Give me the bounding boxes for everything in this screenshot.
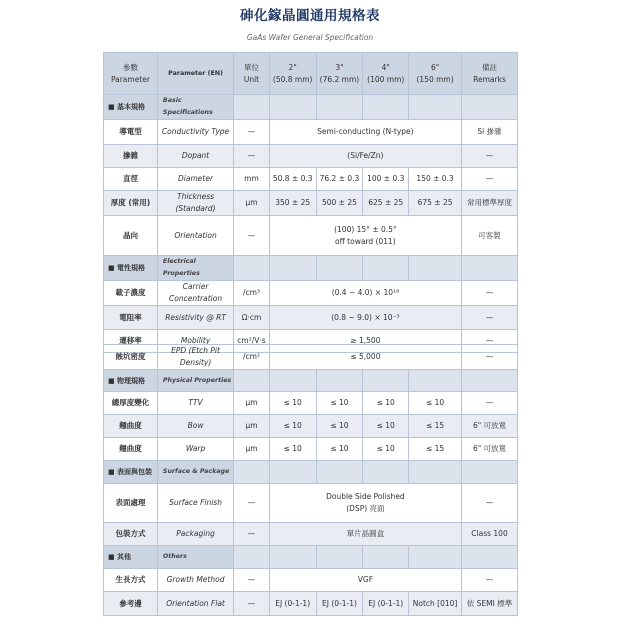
param-unit: μm [234, 438, 270, 461]
header-col-6in-mm: (150 mm) [416, 74, 454, 84]
param-value-line-1: (100) 15° ± 0.5° [334, 224, 397, 234]
value-2in: 50.8 ± 0.3 [269, 168, 316, 191]
param-value: (0.8 ~ 9.0) × 10⁻³ [269, 306, 461, 330]
value-2in: EJ (0-1-1) [269, 592, 316, 616]
param-en: Bow [157, 415, 233, 438]
header-unit-zh: 單位 [243, 62, 259, 72]
param-zh: 翹曲度 [104, 438, 158, 461]
section-spacer [462, 95, 518, 120]
param-value: (0.4 ~ 4.0) × 10¹⁸ [269, 281, 461, 306]
param-value: ≤ 5,000 [269, 345, 461, 370]
param-en: Orientation Flat [157, 592, 233, 616]
section-spacer [234, 95, 270, 120]
header-remarks-en: Remarks [473, 74, 506, 84]
section-spacer [409, 95, 462, 120]
param-unit: — [234, 484, 270, 523]
value-4in: ≤ 10 [363, 392, 409, 415]
param-value [269, 484, 461, 523]
spec-table-part-2 [103, 344, 518, 616]
param-unit: — [234, 120, 270, 145]
value-2in: ≤ 10 [269, 392, 316, 415]
table-row [104, 191, 518, 216]
section-row-surface [104, 461, 518, 484]
param-zh: 參考邊 [104, 592, 158, 616]
header-param-zh: 參數 [122, 62, 138, 72]
param-unit: — [234, 523, 270, 546]
value-3in: 76.2 ± 0.3 [316, 168, 363, 191]
param-en: Carrier Concentration [157, 281, 233, 306]
value-6in: ≤ 10 [409, 392, 462, 415]
section-spacer [316, 95, 363, 120]
page-title: 砷化鎵晶圓通用規格表 [240, 8, 380, 24]
header-col-4in-size: 4" [381, 62, 390, 72]
section-label-zh: ■ 其他 [104, 546, 158, 569]
header-col-2in [269, 53, 316, 95]
section-spacer [316, 546, 363, 569]
param-zh: 直徑 [104, 168, 158, 191]
header-col-6in [409, 53, 462, 95]
table-row [104, 120, 518, 145]
param-remark: 常用標準厚度 [462, 191, 518, 216]
param-en: Mobility [157, 330, 233, 353]
value-4in: ≤ 10 [363, 415, 409, 438]
param-en: Packaging [157, 523, 233, 546]
header-unit-en: Unit [243, 74, 260, 84]
value-4in: ≤ 10 [363, 438, 409, 461]
page-subtitle: GaAs Wafer General Specification [246, 33, 374, 42]
param-value [269, 216, 461, 256]
section-label-en: Physical Properties [157, 370, 233, 392]
param-en: EPD (Etch Pit Density) [157, 345, 233, 370]
param-unit: mm [234, 168, 270, 191]
value-4in: 100 ± 0.3 [363, 168, 409, 191]
section-label-zh: ■ 表面與包裝 [104, 461, 158, 484]
param-en: Resistivity @ RT [157, 306, 233, 330]
param-remark: Class 100 [462, 523, 518, 546]
table-row [104, 592, 518, 616]
param-value: VGF [269, 569, 461, 592]
table-row [104, 145, 518, 168]
param-remark: — [462, 392, 518, 415]
table-row [104, 306, 518, 330]
header-param-en: Parameter (EN) [157, 53, 233, 95]
param-remark: 6" 可放寬 [462, 415, 518, 438]
header-col-3in-mm: (76.2 mm) [319, 74, 360, 84]
param-en: Dopant [157, 145, 233, 168]
table-row [104, 168, 518, 191]
section-label-zh: ■ 電性規格 [104, 256, 158, 281]
param-value: Semi-conducting (N-type) [269, 120, 461, 145]
value-3in: 500 ± 25 [316, 191, 363, 216]
param-zh: 蝕坑密度 [104, 345, 158, 370]
value-4in: EJ (0-1-1) [363, 592, 409, 616]
section-label-en: Surface & Package [157, 461, 233, 484]
section-spacer [409, 461, 462, 484]
param-remark: — [462, 306, 518, 330]
param-value-line-1: Double Side Polished [326, 492, 405, 501]
section-spacer [462, 256, 518, 281]
param-zh: 導電型 [104, 120, 158, 145]
header-col-2in-size: 2" [288, 62, 297, 72]
value-3in: ≤ 10 [316, 438, 363, 461]
param-value: 單片晶圓盒 [269, 523, 461, 546]
param-zh: 摻雜 [104, 145, 158, 168]
table-row [104, 484, 518, 523]
param-remark: 依 SEMI 標準 [462, 592, 518, 616]
header-param-label: Parameter [110, 74, 150, 84]
param-zh: 電阻率 [104, 306, 158, 330]
section-spacer [316, 461, 363, 484]
value-6in: Notch [010] [409, 592, 462, 616]
section-spacer [363, 256, 409, 281]
param-remark: — [462, 345, 518, 370]
table-row [104, 392, 518, 415]
value-2in: ≤ 10 [269, 438, 316, 461]
table-row [104, 216, 518, 256]
param-unit: Ω·cm [234, 306, 270, 330]
param-zh: 表面處理 [104, 484, 158, 523]
param-remark: — [462, 145, 518, 168]
value-3in: ≤ 10 [316, 415, 363, 438]
param-unit: — [234, 592, 270, 616]
value-3in: EJ (0-1-1) [316, 592, 363, 616]
section-spacer [234, 256, 270, 281]
section-label-zh: ■ 基本規格 [104, 95, 158, 120]
section-spacer [234, 370, 270, 392]
table-row [104, 523, 518, 546]
param-unit: — [234, 145, 270, 168]
param-zh: 包裝方式 [104, 523, 158, 546]
param-en: Orientation [157, 216, 233, 256]
section-row-basic [104, 95, 518, 120]
param-zh: 厚度 (常用) [104, 191, 158, 216]
value-2in: ≤ 10 [269, 415, 316, 438]
section-row-others [104, 546, 518, 569]
value-6in: ≤ 15 [409, 438, 462, 461]
section-spacer [363, 461, 409, 484]
section-spacer [363, 95, 409, 120]
section-spacer [234, 546, 270, 569]
param-remark: Si 摻雜 [462, 120, 518, 145]
table-header-row [104, 53, 518, 95]
section-label-zh: ■ 物理規格 [104, 370, 158, 392]
value-6in: 150 ± 0.3 [409, 168, 462, 191]
param-remark: — [462, 168, 518, 191]
header-col-4in-mm: (100 mm) [367, 74, 405, 84]
value-2in: 350 ± 25 [269, 191, 316, 216]
value-4in: 625 ± 25 [363, 191, 409, 216]
table-row [104, 415, 518, 438]
param-remark: — [462, 330, 518, 353]
section-spacer [269, 461, 316, 484]
value-6in: 675 ± 25 [409, 191, 462, 216]
param-en: Conductivity Type [157, 120, 233, 145]
param-unit: μm [234, 191, 270, 216]
section-spacer [269, 256, 316, 281]
param-en: TTV [157, 392, 233, 415]
section-row-electrical [104, 256, 518, 281]
param-en: Surface Finish [157, 484, 233, 523]
section-label-en: Electrical Properties [157, 256, 233, 281]
param-remark: 6" 可放寬 [462, 438, 518, 461]
param-unit: — [234, 216, 270, 256]
section-spacer [462, 370, 518, 392]
section-spacer [316, 370, 363, 392]
section-spacer [409, 256, 462, 281]
param-zh: 翹曲度 [104, 415, 158, 438]
param-value-line-2: (DSP) 亮面 [346, 504, 385, 513]
param-zh: 遷移率 [104, 330, 158, 353]
section-spacer [462, 461, 518, 484]
param-remark: — [462, 281, 518, 306]
section-spacer [269, 546, 316, 569]
param-zh: 晶向 [104, 216, 158, 256]
param-zh: 總厚度變化 [104, 392, 158, 415]
header-unit-cell [234, 53, 270, 95]
section-spacer [316, 256, 363, 281]
header-col-3in-size: 3" [335, 62, 344, 72]
header-remarks-zh: 備註 [482, 62, 497, 72]
header-col-6in-size: 6" [430, 62, 440, 72]
header-col-2in-mm: (50.8 mm) [272, 74, 313, 84]
table-row [104, 438, 518, 461]
section-spacer [269, 95, 316, 120]
section-spacer [363, 370, 409, 392]
section-spacer [269, 370, 316, 392]
table-row [104, 281, 518, 306]
param-unit: μm [234, 415, 270, 438]
param-remark: — [462, 484, 518, 523]
param-zh: 載子濃度 [104, 281, 158, 306]
section-spacer [462, 546, 518, 569]
header-remarks-cell [462, 53, 518, 95]
param-value: (Si/Fe/Zn) [269, 145, 461, 168]
param-en: Thickness (Standard) [157, 191, 233, 216]
section-label-en: Others [157, 546, 233, 569]
param-value: ≥ 1,500 [269, 330, 461, 353]
section-spacer [234, 461, 270, 484]
spec-table-part-1 [103, 52, 518, 353]
header-param-cell [104, 53, 158, 95]
param-unit: cm²/V·s [234, 330, 270, 353]
param-en: Warp [157, 438, 233, 461]
section-spacer [409, 546, 462, 569]
param-remark: — [462, 569, 518, 592]
param-unit: μm [234, 392, 270, 415]
header-col-3in [316, 53, 363, 95]
param-unit: — [234, 569, 270, 592]
param-en: Growth Method [157, 569, 233, 592]
section-spacer [409, 370, 462, 392]
table-row [104, 345, 518, 370]
param-remark: 可客製 [462, 216, 518, 256]
param-value-line-2: off toward (011) [335, 236, 396, 246]
section-row-physical [104, 370, 518, 392]
section-spacer [363, 546, 409, 569]
value-6in: ≤ 15 [409, 415, 462, 438]
param-zh: 生長方式 [104, 569, 158, 592]
header-col-4in [363, 53, 409, 95]
param-unit: /cm² [234, 345, 270, 370]
param-en: Diameter [157, 168, 233, 191]
section-label-en: Basic Specifications [157, 95, 233, 120]
param-unit: /cm³ [234, 281, 270, 306]
table-row [104, 569, 518, 592]
value-3in: ≤ 10 [316, 392, 363, 415]
